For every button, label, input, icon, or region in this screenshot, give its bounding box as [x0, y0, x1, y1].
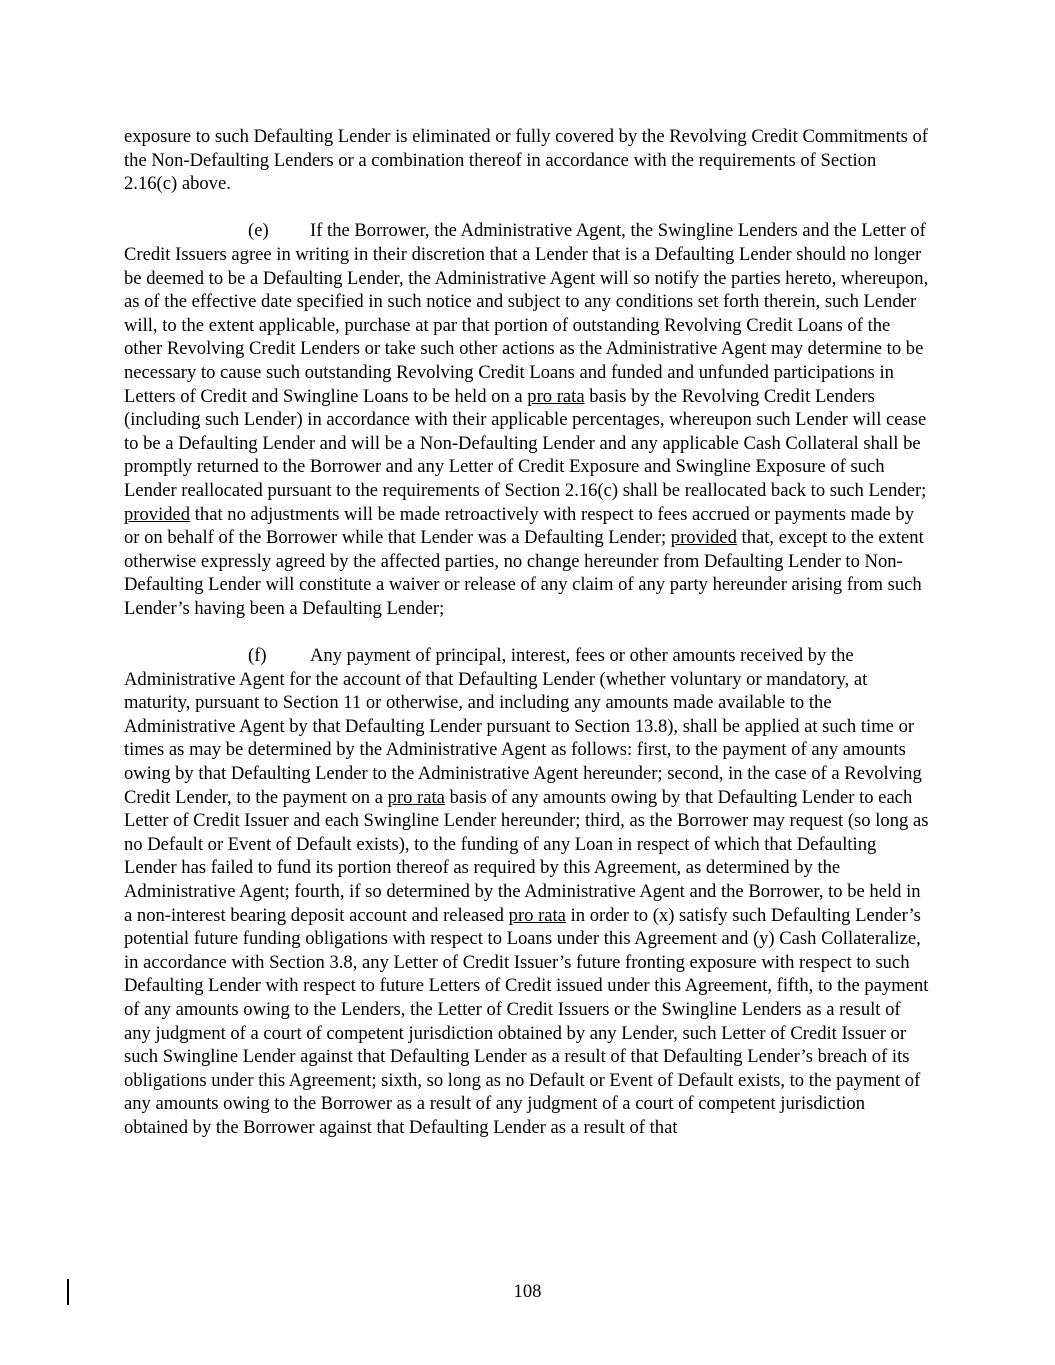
paragraph-e-text-2: basis by the Revolving Credit Lenders (including such Lender) in accordance with their applicable percentages, whereupon such Lender will cease to be a Defaulting Lender and will be a Non-Defaulting Lender and any applicable Cash Collateral shall be promptly returned to the Borrower and any Letter of Credit Exposure and Swingline Exposure of such Lender reallocated pursuant to the requirements of Section 2.16(c) shall be reallocated back to such Lender;: [124, 385, 927, 501]
provided-term: provided: [670, 527, 737, 549]
document-body: [124, 125, 930, 1163]
paragraph-e-text-1: If the Borrower, the Administrative Agent, the Swingline Lenders and the Letter of Credit Issuers agree in writing in their discretion that a Lender that is a Defaulting Lender should no longer be deemed to be a Defaulting Lender, the Administrative Agent will so notify the parties hereto, whereupon, as of the effective date specified in such notice and subject to any conditions set forth therein, such Lender will, to the extent applicable, purchase at par that portion of outstanding Revolving Credit Loans of the other Revolving Credit Lenders or take such other actions as the Administrative Agent may determine to be necessary to cause such outstanding Revolving Credit Loans and funded and unfunded participations in Letters of Credit and Swingline Loans to be held on a: [124, 220, 929, 407]
paragraph-f-text-1: Any payment of principal, interest, fees or other amounts received by the Administrative Agent for the account of that Defaulting Lender (whether voluntary or mandatory, at maturity, pursuant to Section 11 or otherwise, and including any amounts made available to the Administrative Agent by that Defaulting Lender pursuant to Section 13.8), shall be applied at such time or times as may be determined by the Administrative Agent as follows: first, to the payment of any amounts owing by that Defaulting Lender to the Administrative Agent hereunder; second, in the case of a Revolving Credit Lender, to the payment on a: [124, 645, 922, 808]
continuation-paragraph: exposure to such Defaulting Lender is eliminated or fully covered by the Revolving Credit Commitments of the Non-Defaulting Lenders or a combination thereof in accordance with the requirements of Section 2.16(c) above.: [124, 126, 928, 195]
page-number: 108: [513, 1281, 542, 1302]
paragraph-f-text-3: in order to (x) satisfy such Defaulting Lender’s potential future funding obligations with respect to Loans under this Agreement and (y) Cash Collateralize, in accordance with Section 3.8, any Letter of Credit Issuer’s future fronting exposure with respect to such Defaulting Lender with respect to future Letters of Credit issued under this Agreement, fifth, to the payment of any amounts owing to the Lenders, the Letter of Credit Issuers or the Swingline Lenders as a result of any judgment of a court of competent jurisdiction obtained by any Lender, such Letter of Credit Issuer or such Swingline Lender against that Defaulting Lender as a result of that Defaulting Lender’s breach of its obligations under this Agreement; sixth, so long as no Default or Event of Default exists, to the payment of any amounts owing to the Borrower as a result of any judgment of a court of competent jurisdiction obtained by the Borrower against that Defaulting Lender as a result of that: [124, 904, 929, 1138]
paragraph-e-text-4: that, except to the extent otherwise expressly agreed by the affected parties, no change hereunder from Defaulting Lender to Non-Defaulting Lender will constitute a waiver or release of any claim of any party hereunder arising from such Lender’s having been a Defaulting Lender;: [124, 527, 924, 619]
paragraph-e-text-3: that no adjustments will be made retroactively with respect to fees accrued or payments made by or on behalf of the Borrower while that Lender was a Defaulting Lender;: [124, 503, 914, 549]
pro-rata-term: pro rata: [508, 904, 566, 926]
paragraph-e-marker: (e): [248, 220, 269, 242]
pro-rata-term: pro rata: [527, 385, 585, 407]
paragraph-f-marker: (f): [248, 645, 267, 667]
paragraph-e: [124, 219, 930, 620]
paragraph-f-text-2: basis of any amounts owing by that Defaulting Lender to each Letter of Credit Issuer and each Swingline Lender hereunder; third, as the Borrower may request (so long as no Default or Event of Default exists), to the funding of any Loan in respect of which that Defaulting Lender has failed to fund its portion thereof as required by this Agreement, as determined by the Administrative Agent; fourth, if so determined by the Administrative Agent and the Borrower, to be held in a non-interest bearing deposit account and released: [124, 786, 929, 926]
paragraph-f: [124, 644, 930, 1139]
pro-rata-term: pro rata: [387, 786, 445, 808]
provided-term: provided: [124, 503, 191, 525]
